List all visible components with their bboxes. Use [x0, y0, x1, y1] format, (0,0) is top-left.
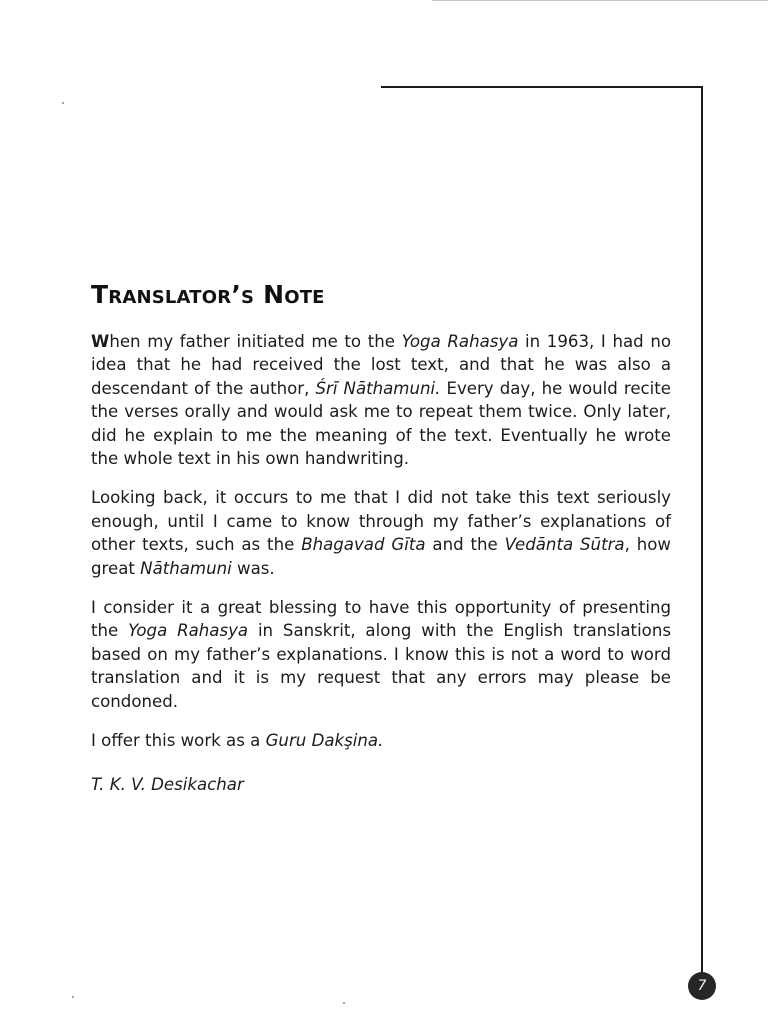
- paragraph-4: [91, 729, 671, 752]
- paragraph-1: [91, 330, 671, 470]
- scan-speck: [72, 996, 74, 998]
- paragraph-text: I offer this work as a: [91, 731, 266, 751]
- page-top-edge-line: [432, 0, 768, 1]
- page-number-badge: 7: [688, 972, 716, 1000]
- paragraph-text: Every day, he would recite the verses orally and would ask me to repeat them twice. Only later, did he explain to me the meaning of the text. Eventually he wrote the whole text in his own handwriting.: [91, 378, 671, 469]
- paragraph-text: Looking back, it occurs to me that I did not take this text seriously enough, until I came to know through my father’s explanations of other texts, such as the: [91, 488, 671, 555]
- frame-top-rule: [381, 86, 703, 88]
- paragraph-text: in 1963, I had no idea that he had received the lost text, and that he was also a descendant of the author,: [91, 332, 671, 398]
- italic-author-name: Śrī Nāthamuni.: [315, 378, 441, 398]
- scan-speck: [343, 1002, 345, 1004]
- italic-book-title: Yoga Rahasya: [401, 332, 519, 351]
- signature: T. K. V. Desikachar: [91, 774, 244, 794]
- paragraph-3: [91, 596, 671, 713]
- paragraph-text: was.: [231, 558, 275, 578]
- page-title: Translator’s Note: [91, 280, 325, 309]
- italic-book-title: Yoga Rahasya: [128, 621, 249, 641]
- italic-author-name: Nāthamuni: [140, 558, 232, 578]
- paragraph-text: hen my father initiated me to the: [109, 332, 402, 351]
- paragraph-2: [91, 486, 671, 580]
- body-text: [91, 330, 671, 812]
- paragraph-first-letter: W: [91, 332, 110, 351]
- frame-right-rule: [701, 86, 703, 986]
- scan-speck: [62, 102, 64, 104]
- paragraph-text: in Sanskrit, along with the English translations based on my father’s explanations. I know this is not a word to word translation and it is my request that any errors may please be condoned.: [91, 621, 671, 711]
- paragraph-text: I consider it a great blessing to have this opportunity of presenting the: [91, 598, 671, 641]
- paragraph-text: , how great: [91, 535, 671, 578]
- italic-term: Guru Dakşina.: [265, 731, 384, 751]
- italic-book-title: Vedānta Sūtra: [504, 535, 625, 555]
- paragraph-text: and the: [425, 535, 505, 555]
- italic-book-title: Bhagavad Gīta: [301, 535, 426, 555]
